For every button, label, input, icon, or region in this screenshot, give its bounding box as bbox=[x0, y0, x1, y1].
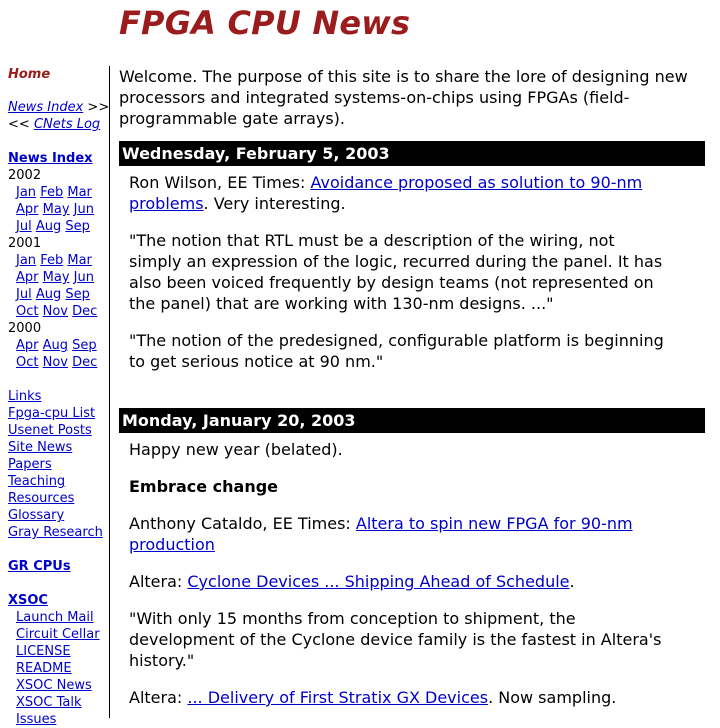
archive-month-link[interactable]: Aug bbox=[35, 219, 62, 234]
sidebar-link[interactable]: Glossary bbox=[8, 508, 65, 523]
entry-source bbox=[129, 513, 705, 555]
article-link[interactable]: Cyclone Devices ... Shipping Ahead of Schedule bbox=[187, 572, 570, 591]
source-label: Ron Wilson, EE Times: bbox=[129, 173, 311, 192]
xsoc-link[interactable]: README bbox=[16, 661, 72, 676]
blockquote: "The notion of the predesigned, configurable platform is beginning to get serious notice at 90 nm." bbox=[129, 331, 664, 371]
archive-month-link[interactable]: Jul bbox=[16, 219, 32, 234]
archive-month-link[interactable]: Aug bbox=[35, 287, 62, 302]
news-index-heading[interactable]: News Index bbox=[8, 151, 93, 166]
archive-month-link[interactable]: Dec bbox=[72, 304, 98, 319]
archive-month-link[interactable]: Feb bbox=[40, 185, 64, 200]
entry-comment: . Very interesting. bbox=[203, 194, 346, 213]
news-index-link[interactable]: News Index bbox=[8, 100, 84, 115]
cnets-nav bbox=[8, 116, 109, 133]
xsoc-link[interactable]: LICENSE bbox=[16, 644, 71, 659]
archive-month-row bbox=[8, 184, 109, 201]
intro-text: Welcome. The purpose of this site is to share the lore of designing new processors and integrated systems-on-chips using FPGAs (field-programmable gate arrays). bbox=[119, 67, 688, 128]
article-link[interactable]: Avoidance proposed as solution to 90-nm problems bbox=[129, 173, 643, 213]
archive-month-link[interactable]: Apr bbox=[16, 270, 39, 285]
entry-subheading: Embrace change bbox=[129, 477, 279, 496]
sidebar bbox=[8, 66, 110, 727]
archive-month-link[interactable]: Sep bbox=[65, 219, 90, 234]
site-links bbox=[8, 388, 109, 541]
archive-year: 2002 bbox=[8, 168, 42, 183]
sidebar-link[interactable]: Gray Research bbox=[8, 525, 103, 540]
sidebar-link[interactable]: Teaching bbox=[8, 474, 66, 489]
entry-date-bar: Monday, January 20, 2003 bbox=[119, 408, 705, 433]
entry-comment: . bbox=[569, 572, 575, 591]
site-title: FPGA CPU News bbox=[119, 4, 411, 42]
archive-month-link[interactable]: Mar bbox=[67, 185, 92, 200]
xsoc-link[interactable]: Launch Mail bbox=[16, 610, 94, 625]
archive-month-link[interactable]: Aug bbox=[42, 338, 69, 353]
archive-month-link[interactable]: Jun bbox=[73, 270, 94, 285]
archive-month-row bbox=[8, 286, 109, 303]
prev-arrows: << bbox=[8, 117, 30, 132]
archive-month-row bbox=[8, 337, 109, 354]
entry-source bbox=[129, 172, 705, 214]
entry-source bbox=[129, 687, 705, 708]
entry-comment: . Now sampling. bbox=[488, 688, 617, 707]
archive-month-link[interactable]: Jun bbox=[73, 202, 94, 217]
archive-month-link[interactable]: Feb bbox=[40, 253, 64, 268]
entry-source bbox=[129, 571, 705, 592]
xsoc-link[interactable]: XSOC Talk bbox=[16, 695, 82, 710]
archive-year: 2001 bbox=[8, 236, 42, 251]
archive-month-link[interactable]: Jan bbox=[16, 253, 37, 268]
archive-month-link[interactable]: Sep bbox=[72, 338, 97, 353]
archive-month-row bbox=[8, 201, 109, 218]
sidebar-link[interactable]: Papers bbox=[8, 457, 52, 472]
news-index-nav bbox=[8, 99, 109, 116]
entry-greeting: Happy new year (belated). bbox=[129, 440, 343, 459]
archive-month-row bbox=[8, 252, 109, 269]
news-entry bbox=[119, 172, 705, 372]
xsoc-links bbox=[8, 609, 109, 728]
archive-list bbox=[8, 167, 109, 371]
sidebar-link[interactable]: Resources bbox=[8, 491, 75, 506]
sidebar-link[interactable]: Site News bbox=[8, 440, 73, 455]
archive-month-link[interactable]: Dec bbox=[72, 355, 98, 370]
news-entry bbox=[119, 439, 705, 708]
archive-month-link[interactable]: Sep bbox=[65, 287, 90, 302]
main-content bbox=[119, 66, 705, 724]
archive-year: 2000 bbox=[8, 321, 42, 336]
archive-month-link[interactable]: Mar bbox=[67, 253, 92, 268]
next-arrows: >> bbox=[87, 100, 110, 115]
article-link[interactable]: ... Delivery of First Stratix GX Devices bbox=[187, 688, 489, 707]
xsoc-heading[interactable]: XSOC bbox=[8, 593, 48, 608]
entry-date-bar: Wednesday, February 5, 2003 bbox=[119, 141, 705, 166]
archive-month-row bbox=[8, 269, 109, 286]
source-label: Altera: bbox=[129, 572, 188, 591]
sidebar-link[interactable]: Fpga-cpu List bbox=[8, 406, 96, 421]
xsoc-link[interactable]: Circuit Cellar bbox=[16, 627, 100, 642]
archive-month-link[interactable]: Nov bbox=[42, 355, 68, 370]
blockquote: "The notion that RTL must be a description of the wiring, not simply an expression of the logic, recurred during the panel. It has also been voiced frequently by design teams (not represented on the panel) that are working with 130-nm designs. ..." bbox=[129, 231, 663, 313]
xsoc-link[interactable]: XSOC News bbox=[16, 678, 92, 693]
xsoc-link[interactable]: Issues bbox=[16, 712, 57, 727]
source-label: Altera: bbox=[129, 688, 188, 707]
cnets-log-link[interactable]: CNets Log bbox=[33, 117, 101, 132]
archive-month-row bbox=[8, 354, 109, 371]
sidebar-link[interactable]: Links bbox=[8, 389, 42, 404]
sidebar-link[interactable]: Usenet Posts bbox=[8, 423, 92, 438]
archive-month-link[interactable]: Nov bbox=[42, 304, 68, 319]
source-label: Anthony Cataldo, EE Times: bbox=[129, 514, 356, 533]
archive-month-link[interactable]: May bbox=[42, 270, 70, 285]
archive-month-link[interactable]: Apr bbox=[16, 202, 39, 217]
archive-month-row bbox=[8, 218, 109, 235]
archive-month-link[interactable]: Oct bbox=[16, 304, 39, 319]
gr-cpus-link[interactable]: GR CPUs bbox=[8, 559, 71, 574]
archive-month-link[interactable]: Apr bbox=[16, 338, 39, 353]
archive-month-link[interactable]: May bbox=[42, 202, 70, 217]
archive-month-row bbox=[8, 303, 109, 320]
archive-month-link[interactable]: Jan bbox=[16, 185, 37, 200]
article-link[interactable]: Altera to spin new FPGA for 90-nm production bbox=[129, 514, 633, 554]
blockquote: "With only 15 months from conception to shipment, the development of the Cyclone device family is the fastest in Altera's history." bbox=[129, 609, 662, 670]
archive-month-link[interactable]: Jul bbox=[16, 287, 32, 302]
home-link[interactable]: Home bbox=[8, 67, 51, 82]
archive-month-link[interactable]: Oct bbox=[16, 355, 39, 370]
